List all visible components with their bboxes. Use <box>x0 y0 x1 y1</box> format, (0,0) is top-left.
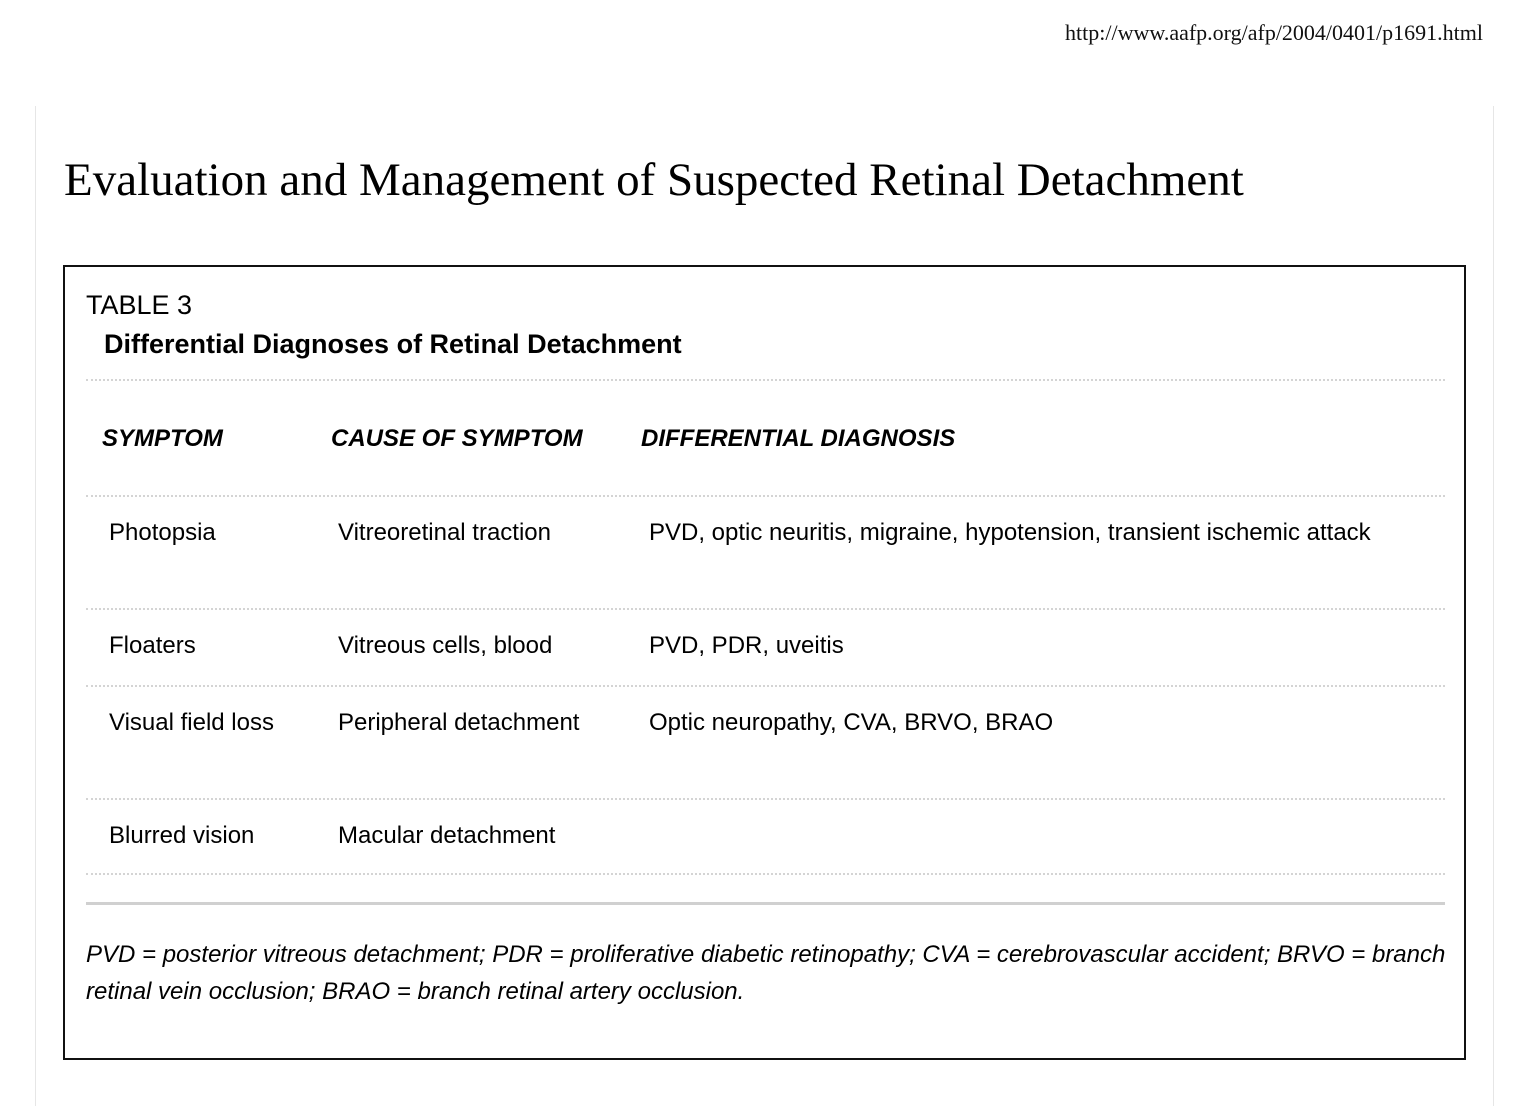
diagnosis-table <box>86 379 1445 875</box>
cell-symptom: Photopsia <box>109 519 216 546</box>
cell-diagnosis <box>627 800 1445 873</box>
table-row <box>86 685 1445 798</box>
table-footnote: PVD = posterior vitreous detachment; PDR = proliferative diabetic retinopathy; CVA = cerebrovascular accident; BRVO = branch retinal vein occlusion; BRAO = branch retinal artery occlusion. <box>86 941 1446 1005</box>
page-title: Evaluation and Management of Suspected Retinal Detachment <box>64 154 1244 206</box>
header-diagnosis: DIFFERENTIAL DIAGNOSIS <box>641 424 956 452</box>
cell-diagnosis: Optic neuropathy, CVA, BRVO, BRAO <box>649 709 1054 736</box>
cell-diagnosis: PVD, PDR, uveitis <box>649 632 844 659</box>
cell-diagnosis: PVD, optic neuritis, migraine, hypotension, transient ischemic attack <box>649 519 1371 546</box>
cell-symptom: Floaters <box>109 632 196 659</box>
cell-symptom: Visual field loss <box>109 709 274 736</box>
footnote-divider <box>86 902 1445 905</box>
source-url: http://www.aafp.org/afp/2004/0401/p1691.html <box>1065 20 1483 45</box>
cell-cause: Vitreous cells, blood <box>338 632 553 659</box>
cell-cause: Peripheral detachment <box>338 709 580 736</box>
cell-cause: Vitreoretinal traction <box>338 519 551 546</box>
table-bottom-rule <box>86 873 1445 875</box>
cell-symptom: Blurred vision <box>109 822 255 849</box>
table-number: TABLE 3 <box>86 290 193 320</box>
table-row <box>86 798 1445 873</box>
table-title: Differential Diagnoses of Retinal Detachment <box>104 329 682 359</box>
cell-cause: Macular detachment <box>338 822 556 849</box>
table-container <box>63 265 1466 1060</box>
header-cause: CAUSE OF SYMPTOM <box>331 424 583 452</box>
header-symptom: SYMPTOM <box>102 424 223 452</box>
table-row <box>86 608 1445 685</box>
table-row <box>86 495 1445 608</box>
table-header-row <box>86 379 1445 495</box>
